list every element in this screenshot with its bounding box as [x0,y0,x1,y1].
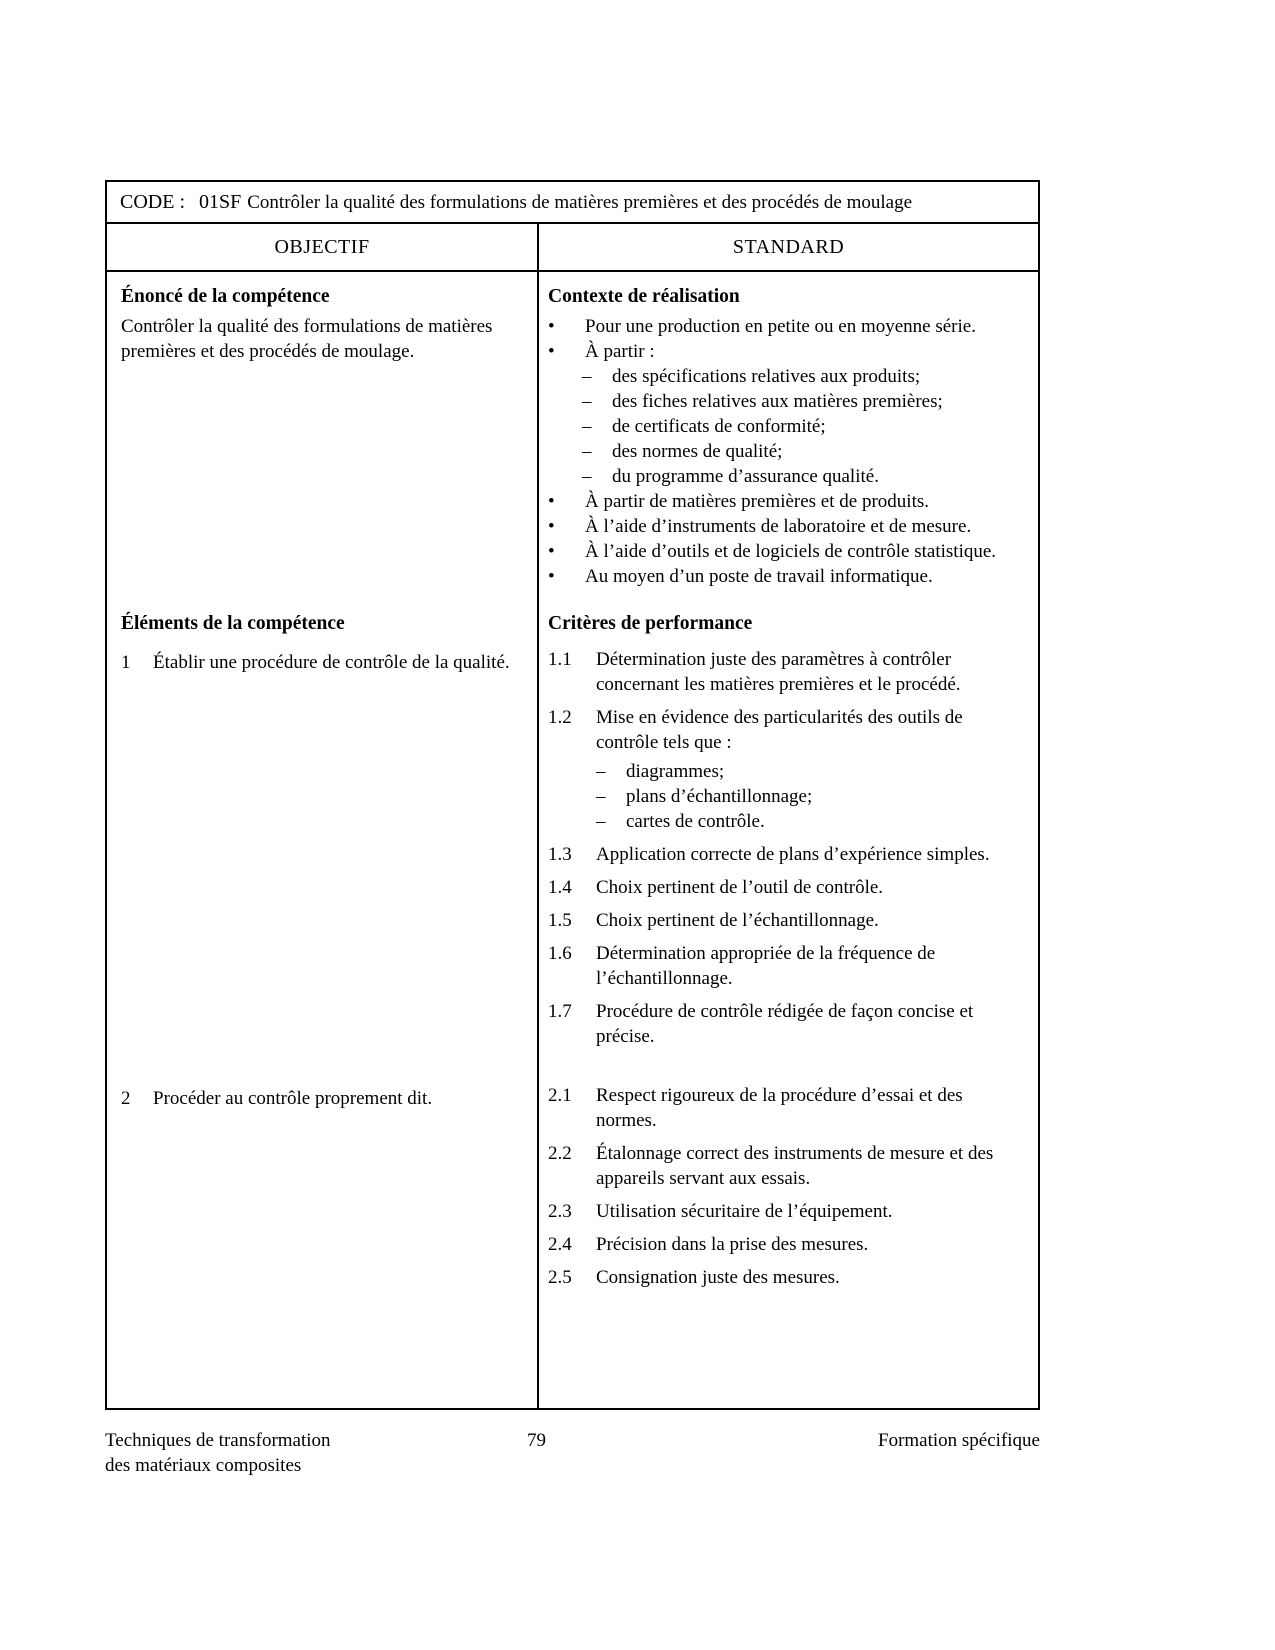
column-header-row [107,224,1038,272]
context-bullet-text: À l’aide d’instruments de laboratoire et de mesure. [585,516,972,537]
criterion-number: 2.5 [548,1267,572,1288]
objectif-column-header: OBJECTIF [107,224,539,270]
criterion-text: Consignation juste des mesures. [596,1267,840,1288]
bullet-marker: • [548,341,555,362]
element-number: 1 [121,652,131,673]
context-dash-item [582,439,1026,464]
competency-table [105,180,1040,1410]
context-bullet-text: Au moyen d’un poste de travail informatique. [585,566,933,587]
criterion-number: 1.5 [548,910,572,931]
enonce-text: Contrôler la qualité des formulations de matières premières et des procédés de moulage. [121,316,493,362]
criterion-item [548,1232,1026,1257]
code-header-row [107,182,1038,224]
criterion-item [548,705,1026,755]
elements-heading-cell [107,589,539,641]
criterion-item [548,1083,1026,1133]
criterion-number: 1.4 [548,877,572,898]
criterion-item [548,842,1026,867]
criteria-2-cell [539,1057,1038,1408]
footer-document-title [105,1428,331,1478]
element-1-cell [107,641,539,1057]
criterion-item [548,1265,1026,1290]
dash-marker: – [582,391,592,412]
criterion-text: Étalonnage correct des instruments de mesure et des appareils servant aux essais. [596,1143,994,1189]
table-body [107,272,1038,1408]
criterion-item [548,1141,1026,1191]
bullet-marker: • [548,566,555,587]
footer-section-label: Formation spécifique [878,1430,1040,1451]
criterion-dash-text: cartes de contrôle. [626,811,765,832]
footer-title-line1: Techniques de transformation [105,1430,331,1451]
context-dash-item [582,389,1026,414]
dash-marker: – [582,466,592,487]
context-dash-item [582,364,1026,389]
criterion-number: 1.7 [548,1001,572,1022]
criterion-text: Utilisation sécuritaire de l’équipement. [596,1201,893,1222]
criterion-number: 1.2 [548,707,572,728]
context-bullet-text: Pour une production en petite ou en moyenne série. [585,316,976,337]
element-text: Procéder au contrôle proprement dit. [153,1088,433,1109]
bullet-marker: • [548,516,555,537]
criteria-1-cell [539,641,1038,1057]
context-bullet-item [548,339,1026,364]
criterion-sublist [596,759,1026,834]
criterion-number: 2.2 [548,1143,572,1164]
contexte-section [539,272,1038,589]
criteres-heading: Critères de performance [548,613,753,634]
criterion-dash-text: plans d’échantillonnage; [626,786,813,807]
criterion-dash-item [596,809,1026,834]
element-2-cell [107,1057,539,1408]
criterion-item [548,875,1026,900]
elements-heading: Éléments de la compétence [121,613,345,634]
criterion-dash-item [596,784,1026,809]
criterion-text: Choix pertinent de l’outil de contrôle. [596,877,884,898]
criterion-dash-item [596,759,1026,784]
criterion-item [548,941,1026,991]
criterion-number: 1.6 [548,943,572,964]
code-value: 01SF [199,191,242,213]
page-number: 79 [527,1430,546,1451]
criteres-heading-cell [539,589,1038,641]
criterion-item [548,999,1026,1049]
context-dash-text: du programme d’assurance qualité. [612,466,879,487]
code-label: CODE : [120,191,185,213]
criterion-text: Respect rigoureux de la procédure d’essai et des normes. [596,1085,963,1131]
criterion-item [548,647,1026,697]
dash-marker: – [596,811,606,832]
standard-column-header: STANDARD [732,236,845,258]
criterion-item [548,908,1026,933]
context-dash-text: des normes de qualité; [612,441,783,462]
criterion-number: 2.4 [548,1234,572,1255]
criterion-text: Précision dans la prise des mesures. [596,1234,869,1255]
bullet-marker: • [548,541,555,562]
context-bullet-item [548,564,1026,589]
bullet-marker: • [548,316,555,337]
element-text: Établir une procédure de contrôle de la qualité. [153,652,510,673]
context-dash-text: des spécifications relatives aux produits; [612,366,921,387]
element-item [121,1086,515,1111]
dash-marker: – [582,441,592,462]
criterion-number: 2.1 [548,1085,572,1106]
criterion-number: 1.1 [548,649,572,670]
criterion-dash-text: diagrammes; [626,761,725,782]
context-bullet-text: À l’aide d’outils et de logiciels de contrôle statistique. [585,541,997,562]
code-title: Contrôler la qualité des formulations de matières premières et des procédés de moulage [247,192,913,213]
criterion-text: Détermination juste des paramètres à contrôler concernant les matières premières et le procédé. [596,649,961,695]
dash-marker: – [582,366,592,387]
criterion-number: 1.3 [548,844,572,865]
context-bullet-text: À partir de matières premières et de produits. [585,491,929,512]
criterion-text: Mise en évidence des particularités des outils de contrôle tels que : [596,707,963,753]
criterion-text: Détermination appropriée de la fréquence de l’échantillonnage. [596,943,936,989]
context-dash-text: de certificats de conformité; [612,416,826,437]
bullet-marker: • [548,491,555,512]
criterion-text: Choix pertinent de l’échantillonnage. [596,910,879,931]
context-bullet-text: À partir : [585,341,655,362]
enonce-heading: Énoncé de la compétence [121,286,330,307]
context-dash-item [582,414,1026,439]
context-dash-item [582,464,1026,489]
context-bullet-item [548,314,1026,339]
dash-marker: – [596,761,606,782]
dash-marker: – [596,786,606,807]
criterion-text: Procédure de contrôle rédigée de façon concise et précise. [596,1001,974,1047]
enonce-section [107,272,539,589]
context-dash-text: des fiches relatives aux matières premières; [612,391,943,412]
dash-marker: – [582,416,592,437]
context-bullet-item [548,514,1026,539]
contexte-heading: Contexte de réalisation [548,286,740,307]
element-item [121,650,515,675]
context-bullet-item [548,539,1026,564]
context-bullet-item [548,489,1026,514]
footer-title-line2: des matériaux composites [105,1455,302,1476]
criterion-item [548,1199,1026,1224]
criterion-text: Application correcte de plans d’expérience simples. [596,844,990,865]
element-number: 2 [121,1088,131,1109]
criterion-number: 2.3 [548,1201,572,1222]
